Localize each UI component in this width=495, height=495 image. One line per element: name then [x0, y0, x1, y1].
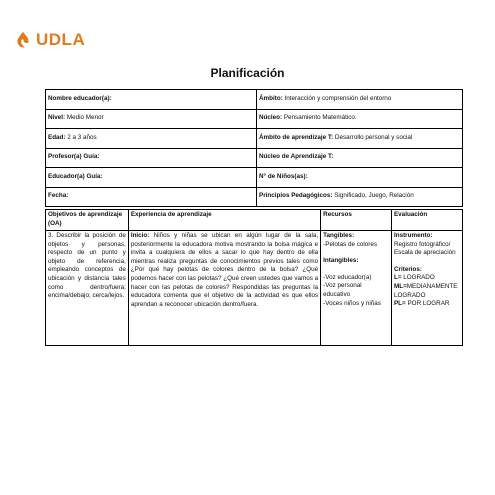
- udla-flame-icon: [14, 31, 32, 49]
- info-label: Profesor(a) Guía:: [48, 153, 100, 161]
- info-label: Ámbito:: [259, 94, 283, 102]
- info-value: Medio Menor: [65, 114, 104, 122]
- criterion-code: ML=: [393, 282, 407, 290]
- info-label: Edad:: [48, 133, 66, 141]
- info-row: [46, 168, 463, 188]
- intangible-item: -Voz personal educativo: [323, 282, 362, 298]
- criterion-code: PL=: [393, 300, 406, 308]
- experience-text: Niños y niñas se ubican en algún lugar de la sala, posteriormente la educadora motiva mostrando la bolsa mágica e invita a cualquiera de ellos a sacar lo que hay dentro de ella mientras realiza preguntas de conocimientos previos tales como ¿Por qué hay pelotas de colores dentro de la bolsa? ¿Qué podemos hacer con las pelotas? ¿Qué creen ustedes que vamos a hacer con las pelotas de colores? Respondidas las preguntas la educadora comenta que el objetivo de la actividad es que ellos aprendan a reconocer ubicación dentro/fuera.: [130, 232, 319, 308]
- plan-table: [45, 209, 463, 346]
- criterion-code: L=: [393, 274, 402, 282]
- logo-wordmark: UDLA: [36, 30, 86, 49]
- plan-header-row: [46, 210, 463, 231]
- experience-label: Inicio:: [130, 232, 150, 239]
- intangible-item: -Voces niños y niñas: [323, 299, 381, 307]
- criterion-text: MEDIANAMENTE LOGRADO: [393, 282, 458, 299]
- info-row: [46, 148, 463, 168]
- info-cell: [257, 109, 463, 129]
- info-table: [45, 89, 463, 207]
- criterion-logrado: [394, 274, 460, 283]
- info-label: Fecha:: [48, 192, 69, 200]
- info-label: Educador(a) Guía:: [48, 172, 103, 180]
- info-cell: [257, 129, 463, 149]
- info-row: [46, 109, 463, 129]
- page-title: Planificación: [210, 66, 285, 80]
- info-cell: [46, 129, 257, 149]
- info-value: 2 a 3 años: [65, 133, 97, 141]
- udla-logo: [14, 30, 85, 50]
- info-label: Ámbito de aprendizaje T:: [259, 133, 334, 141]
- header-resources: Recursos: [321, 210, 392, 231]
- info-cell: [257, 187, 463, 207]
- info-label: Nombre educador(a):: [48, 94, 112, 102]
- objective-cell: 3. Describir la posición de objetos y personas, respecto de un punto y objeto de referencia, empleando conceptos de ubicación y distancia tales como dentro/fuera; encima/debajo; cerca/lejos.: [46, 231, 129, 346]
- info-row: [46, 90, 463, 110]
- evaluation-cell: [391, 231, 462, 346]
- info-value: Desarrollo personal y social: [333, 133, 413, 141]
- info-cell: [257, 148, 463, 168]
- info-label: Núcleo de Aprendizaje T:: [259, 153, 334, 161]
- info-cell: [46, 109, 257, 129]
- instrument-text: Registro fotográfico/ Escala de apreciación: [393, 240, 456, 257]
- criterion-medianamente: [394, 283, 460, 300]
- header-objectives: Objetivos de aprendizaje (OA): [46, 210, 129, 231]
- info-label: N° de Niños(as):: [259, 172, 308, 180]
- info-row: [46, 187, 463, 207]
- info-label: Nivel:: [48, 114, 66, 122]
- criterion-text: LOGRADO: [401, 274, 435, 282]
- header-experience: Experiencia de aprendizaje: [128, 210, 320, 231]
- info-label: Núcleo:: [259, 114, 283, 122]
- tangible-item: -Pelotas de colores: [323, 240, 378, 248]
- info-value: Significado, Juego, Relación: [332, 192, 414, 200]
- info-cell: [46, 90, 257, 110]
- criteria-label: Criterios:: [393, 265, 422, 273]
- criterion-text: POR LOGRAR: [405, 300, 450, 308]
- info-cell: [257, 168, 463, 188]
- intangibles-label: Intangibles:: [323, 257, 359, 265]
- criterion-por-lograr: [394, 300, 460, 309]
- intangible-item: -Voz educador(a): [323, 273, 372, 281]
- info-value: Pensamiento Matemático.: [282, 114, 357, 122]
- info-cell: [46, 168, 257, 188]
- resources-cell: [321, 231, 392, 346]
- tangibles-label: Tangibles:: [323, 232, 355, 239]
- info-value: Interacción y comprensión del entorno: [282, 94, 392, 102]
- info-cell: [46, 187, 257, 207]
- header-evaluation: Evaluación: [391, 210, 462, 231]
- info-cell: [257, 90, 463, 110]
- info-cell: [46, 148, 257, 168]
- info-row: [46, 129, 463, 149]
- instrument-label: Instrumento:: [393, 232, 433, 239]
- plan-content-row: [46, 231, 463, 346]
- experience-cell: [128, 231, 320, 346]
- info-label: Principios Pedagógicos:: [259, 192, 333, 200]
